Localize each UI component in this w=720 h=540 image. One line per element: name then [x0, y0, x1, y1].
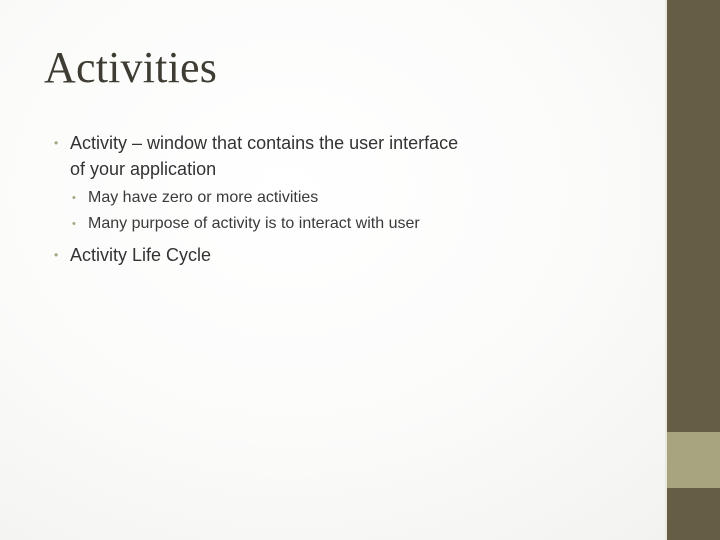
sub-bullet-text: Many purpose of activity is to interact with user [88, 215, 420, 232]
sub-bullet-zero-or-more [72, 186, 474, 210]
bullet-marker: • [54, 136, 59, 150]
bullet-activity-definition [54, 130, 474, 182]
sub-bullet-purpose [72, 212, 474, 236]
bullet-life-cycle [54, 242, 474, 268]
slide-title: Activities [44, 43, 218, 92]
side-band-accent-block [667, 432, 720, 488]
bullet-marker: • [54, 248, 59, 262]
slide-body [54, 130, 474, 272]
bullet-text: Activity – window that contains the user interface of your application [70, 133, 459, 179]
sub-bullet-marker: • [72, 192, 76, 204]
sub-bullet-text: May have zero or more activities [88, 189, 319, 206]
sub-bullet-marker: • [72, 218, 76, 230]
bullet-text: Activity Life Cycle [70, 245, 212, 265]
